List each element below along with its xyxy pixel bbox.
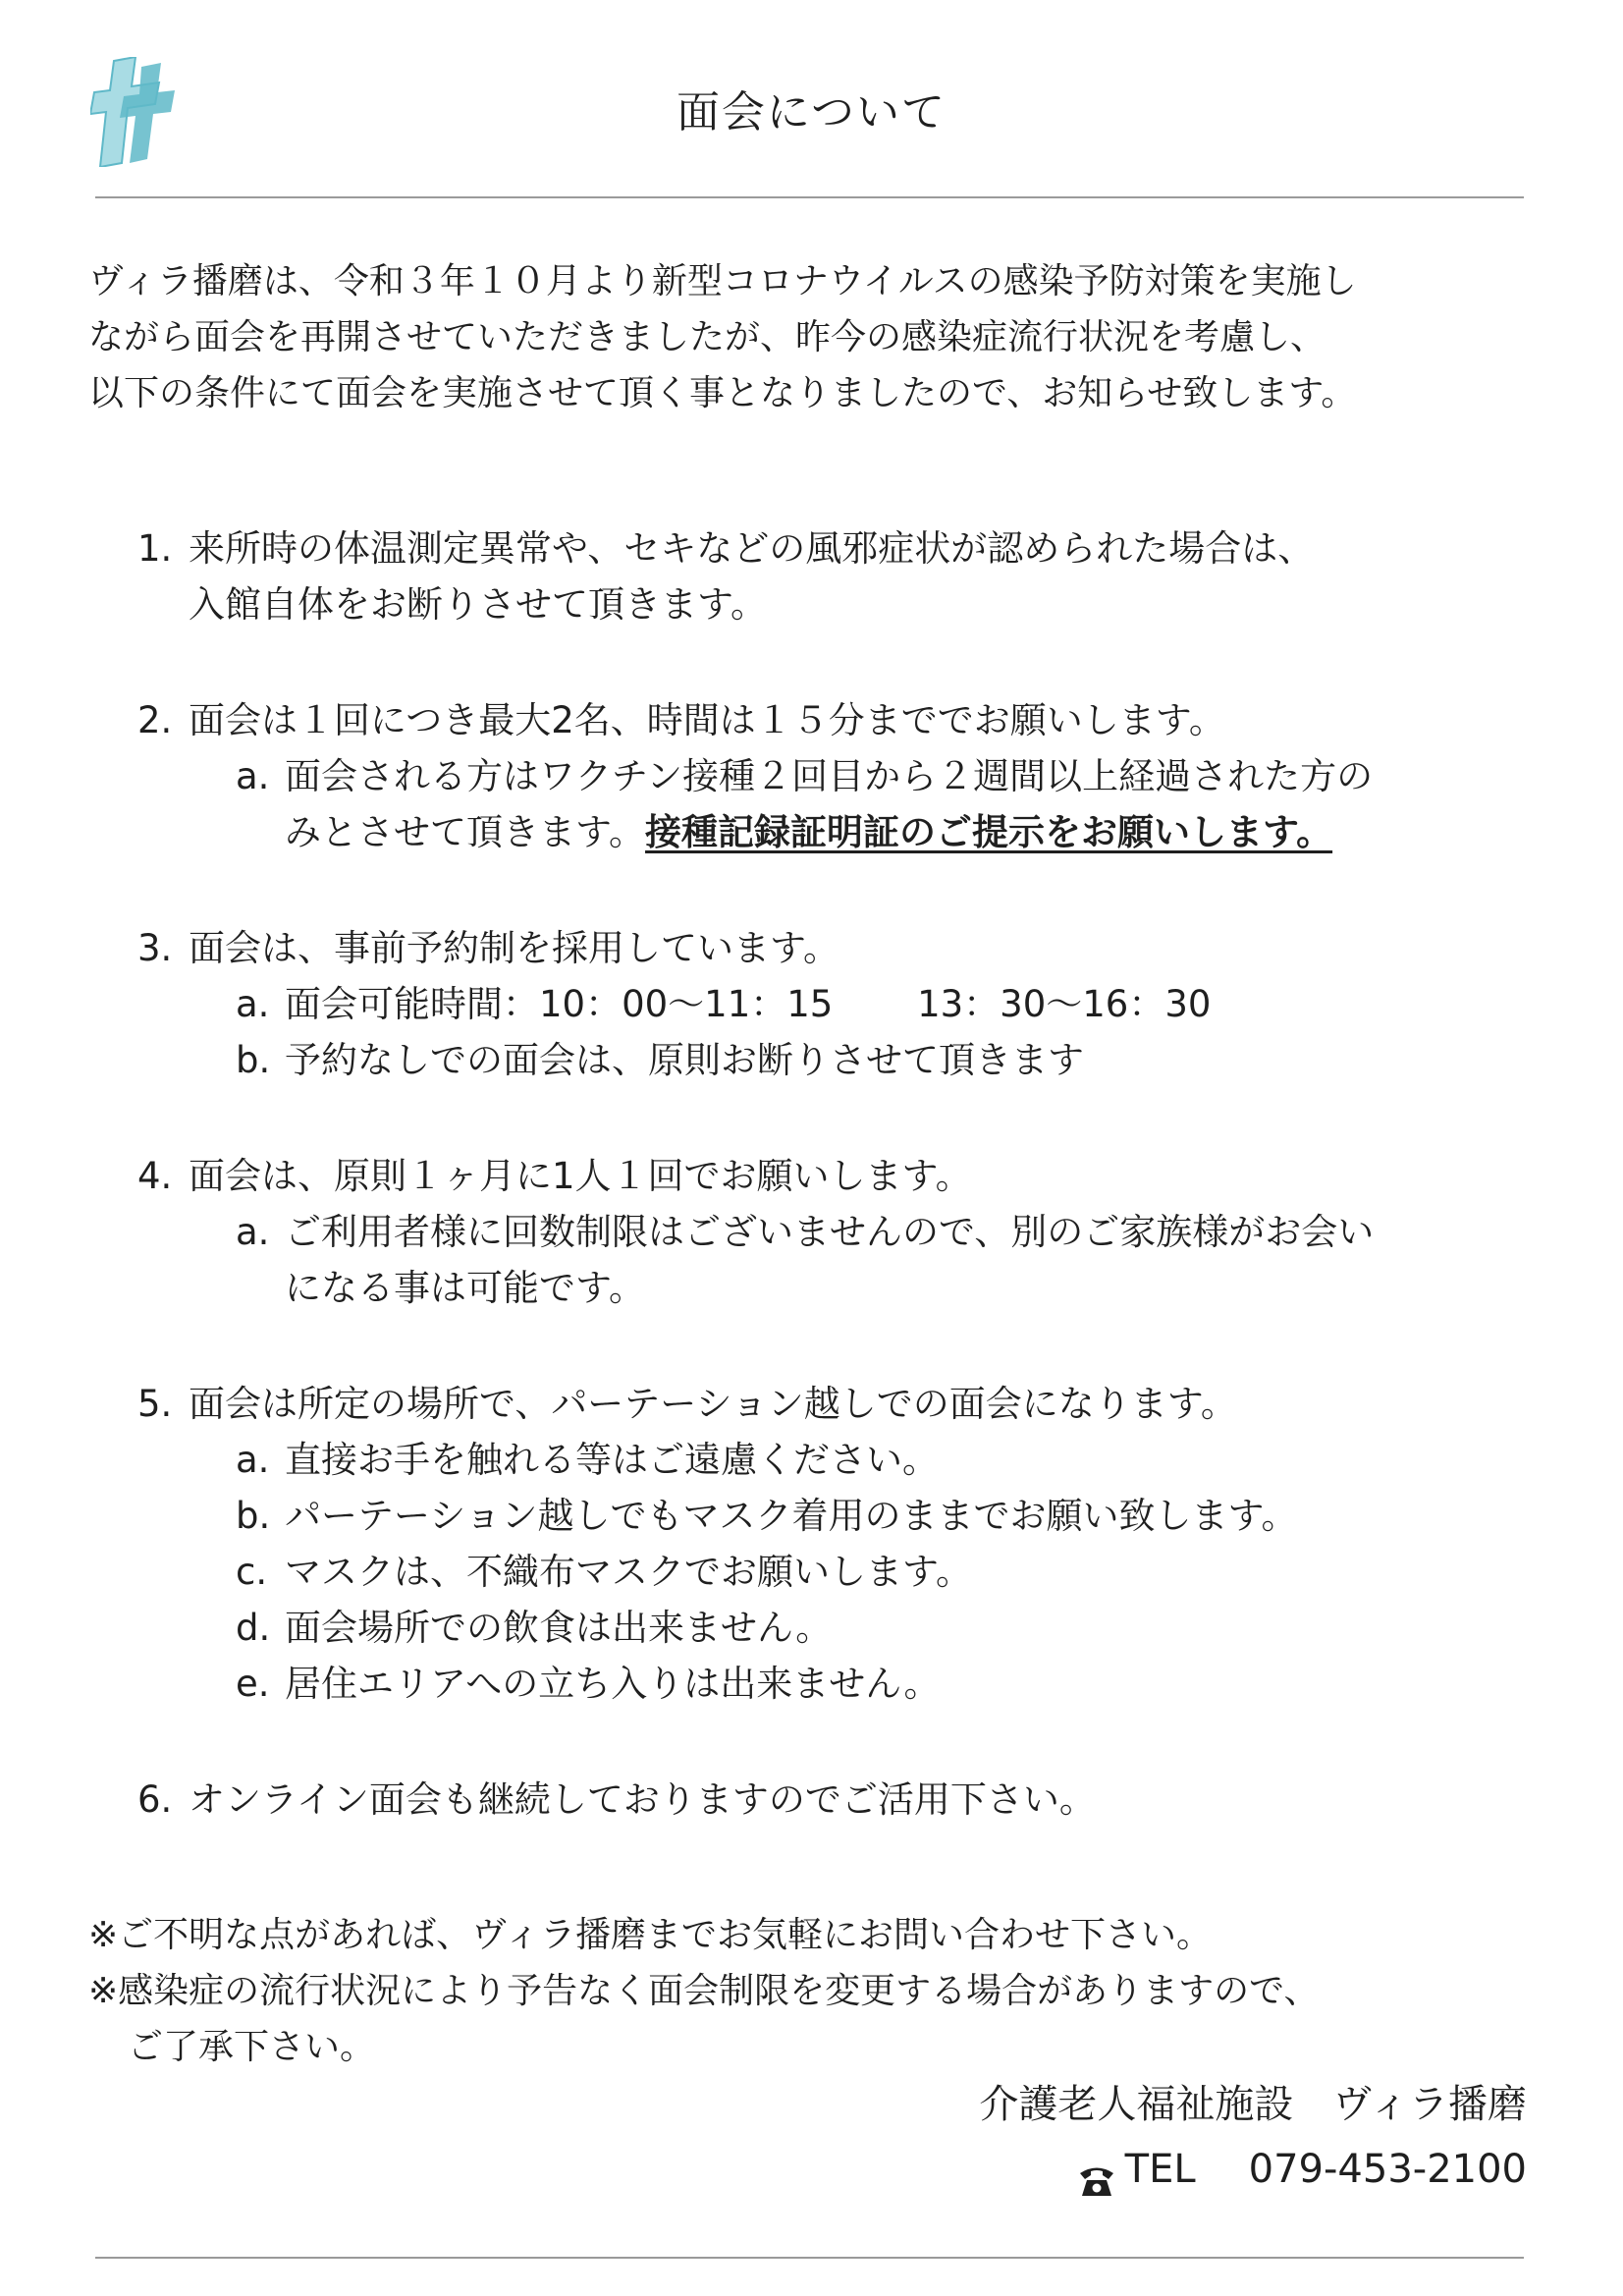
note-line: ※ご不明な点があれば、ヴィラ播磨までお気軽にお問い合わせ下さい。 [88, 1915, 1213, 1955]
sub-item-text: ご利用者様に回数制限はございませんので、別のご家族様がお会い [285, 1211, 1375, 1253]
item-number: 4. [137, 1155, 173, 1197]
list-item [137, 1772, 1532, 1828]
tel-number: 079-453-2100 [1248, 2147, 1527, 2192]
item-number: 3. [137, 927, 173, 969]
sub-item-text: みとさせて頂きます。 [285, 811, 646, 853]
tel-label: TEL [1124, 2147, 1196, 2192]
intro-paragraph [88, 253, 1542, 421]
item-number: 2. [137, 699, 173, 741]
sub-item-mark: a. [236, 755, 270, 797]
phone-icon [1078, 2153, 1115, 2186]
item-text: 面会は１回につき最大2名、時間は１５分まででお願いします。 [189, 699, 1225, 741]
notes [88, 1907, 1542, 2075]
facility-footer [979, 2072, 1527, 2202]
note-line: ※感染症の流行状況により予告なく面会制限を変更する場合がありますので、 [88, 1971, 1320, 2011]
note-line: ご了承下さい。 [128, 2027, 376, 2067]
sub-item-text: パーテーション越しでもマスク着用のままでお願い致します。 [285, 1495, 1298, 1537]
item-text: 来所時の体温測定異常や、セキなどの風邪症状が認められた場合は、 [189, 527, 1315, 570]
page-title: 面会について [676, 87, 947, 137]
item-number: 6. [137, 1778, 173, 1821]
item-text: 入館自体をお断りさせて頂きます。 [189, 583, 768, 626]
item-number: 5. [137, 1383, 173, 1425]
sub-item-mark: c. [236, 1551, 268, 1593]
top-divider [95, 196, 1524, 198]
list-item [137, 520, 1532, 632]
item-number: 1. [137, 527, 173, 570]
facility-name: 介護老人福祉施設 ヴィラ播磨 [979, 2082, 1527, 2127]
sub-item-mark: d. [236, 1607, 271, 1649]
intro-line: ながら面会を再開させていただきましたが、昨今の感染症流行状況を考慮し、 [88, 317, 1326, 357]
item-text: オンライン面会も継続しておりますのでご活用下さい。 [189, 1778, 1096, 1821]
conditions-list [137, 520, 1532, 1828]
sub-item-text: 面会される方はワクチン接種２回目から２週間以上経過された方の [285, 755, 1374, 797]
bottom-divider [95, 2257, 1524, 2259]
list-item [137, 920, 1532, 1088]
sub-item-mark: a. [236, 1211, 270, 1253]
item-text: 面会は所定の場所で、パーテーション越しでの面会になります。 [189, 1383, 1237, 1425]
list-item [137, 1148, 1532, 1316]
intro-line: ヴィラ播磨は、令和３年１０月より新型コロナウイルスの感染予防対策を実施し [88, 261, 1357, 301]
sub-item-text: 面会場所での飲食は出来ません。 [285, 1607, 833, 1649]
intro-line: 以下の条件にて面会を実施させて頂く事となりましたので、お知らせ致します。 [88, 373, 1357, 413]
sub-item-mark: a. [236, 1439, 270, 1481]
sub-item-mark: b. [236, 1039, 271, 1081]
sub-item-text: 予約なしでの面会は、原則お断りさせて頂きます [285, 1039, 1084, 1081]
list-item [137, 692, 1532, 860]
sub-item-text: 面会可能時間：10：00～11：15 13：30～16：30 [285, 983, 1212, 1025]
item-text: 面会は、原則１ヶ月に1人１回でお願いします。 [189, 1155, 972, 1197]
sub-item-text: 直接お手を触れる等はご遠慮ください。 [285, 1439, 939, 1481]
sub-item-mark: b. [236, 1495, 271, 1537]
item-text: 面会は、事前予約制を採用しています。 [189, 927, 840, 969]
emphasis-text: 接種記録証明証のご提示をお願いします。 [645, 811, 1333, 853]
tel-line [979, 2137, 1527, 2202]
sub-item-text: 居住エリアへの立ち入りは出来ません。 [285, 1663, 941, 1705]
list-item [137, 1376, 1532, 1712]
sub-item-mark: a. [236, 983, 270, 1025]
sub-item-mark: e. [236, 1663, 270, 1705]
sub-item-text: マスクは、不織布マスクでお願いします。 [285, 1551, 973, 1593]
sub-item-text: になる事は可能です。 [285, 1267, 646, 1309]
